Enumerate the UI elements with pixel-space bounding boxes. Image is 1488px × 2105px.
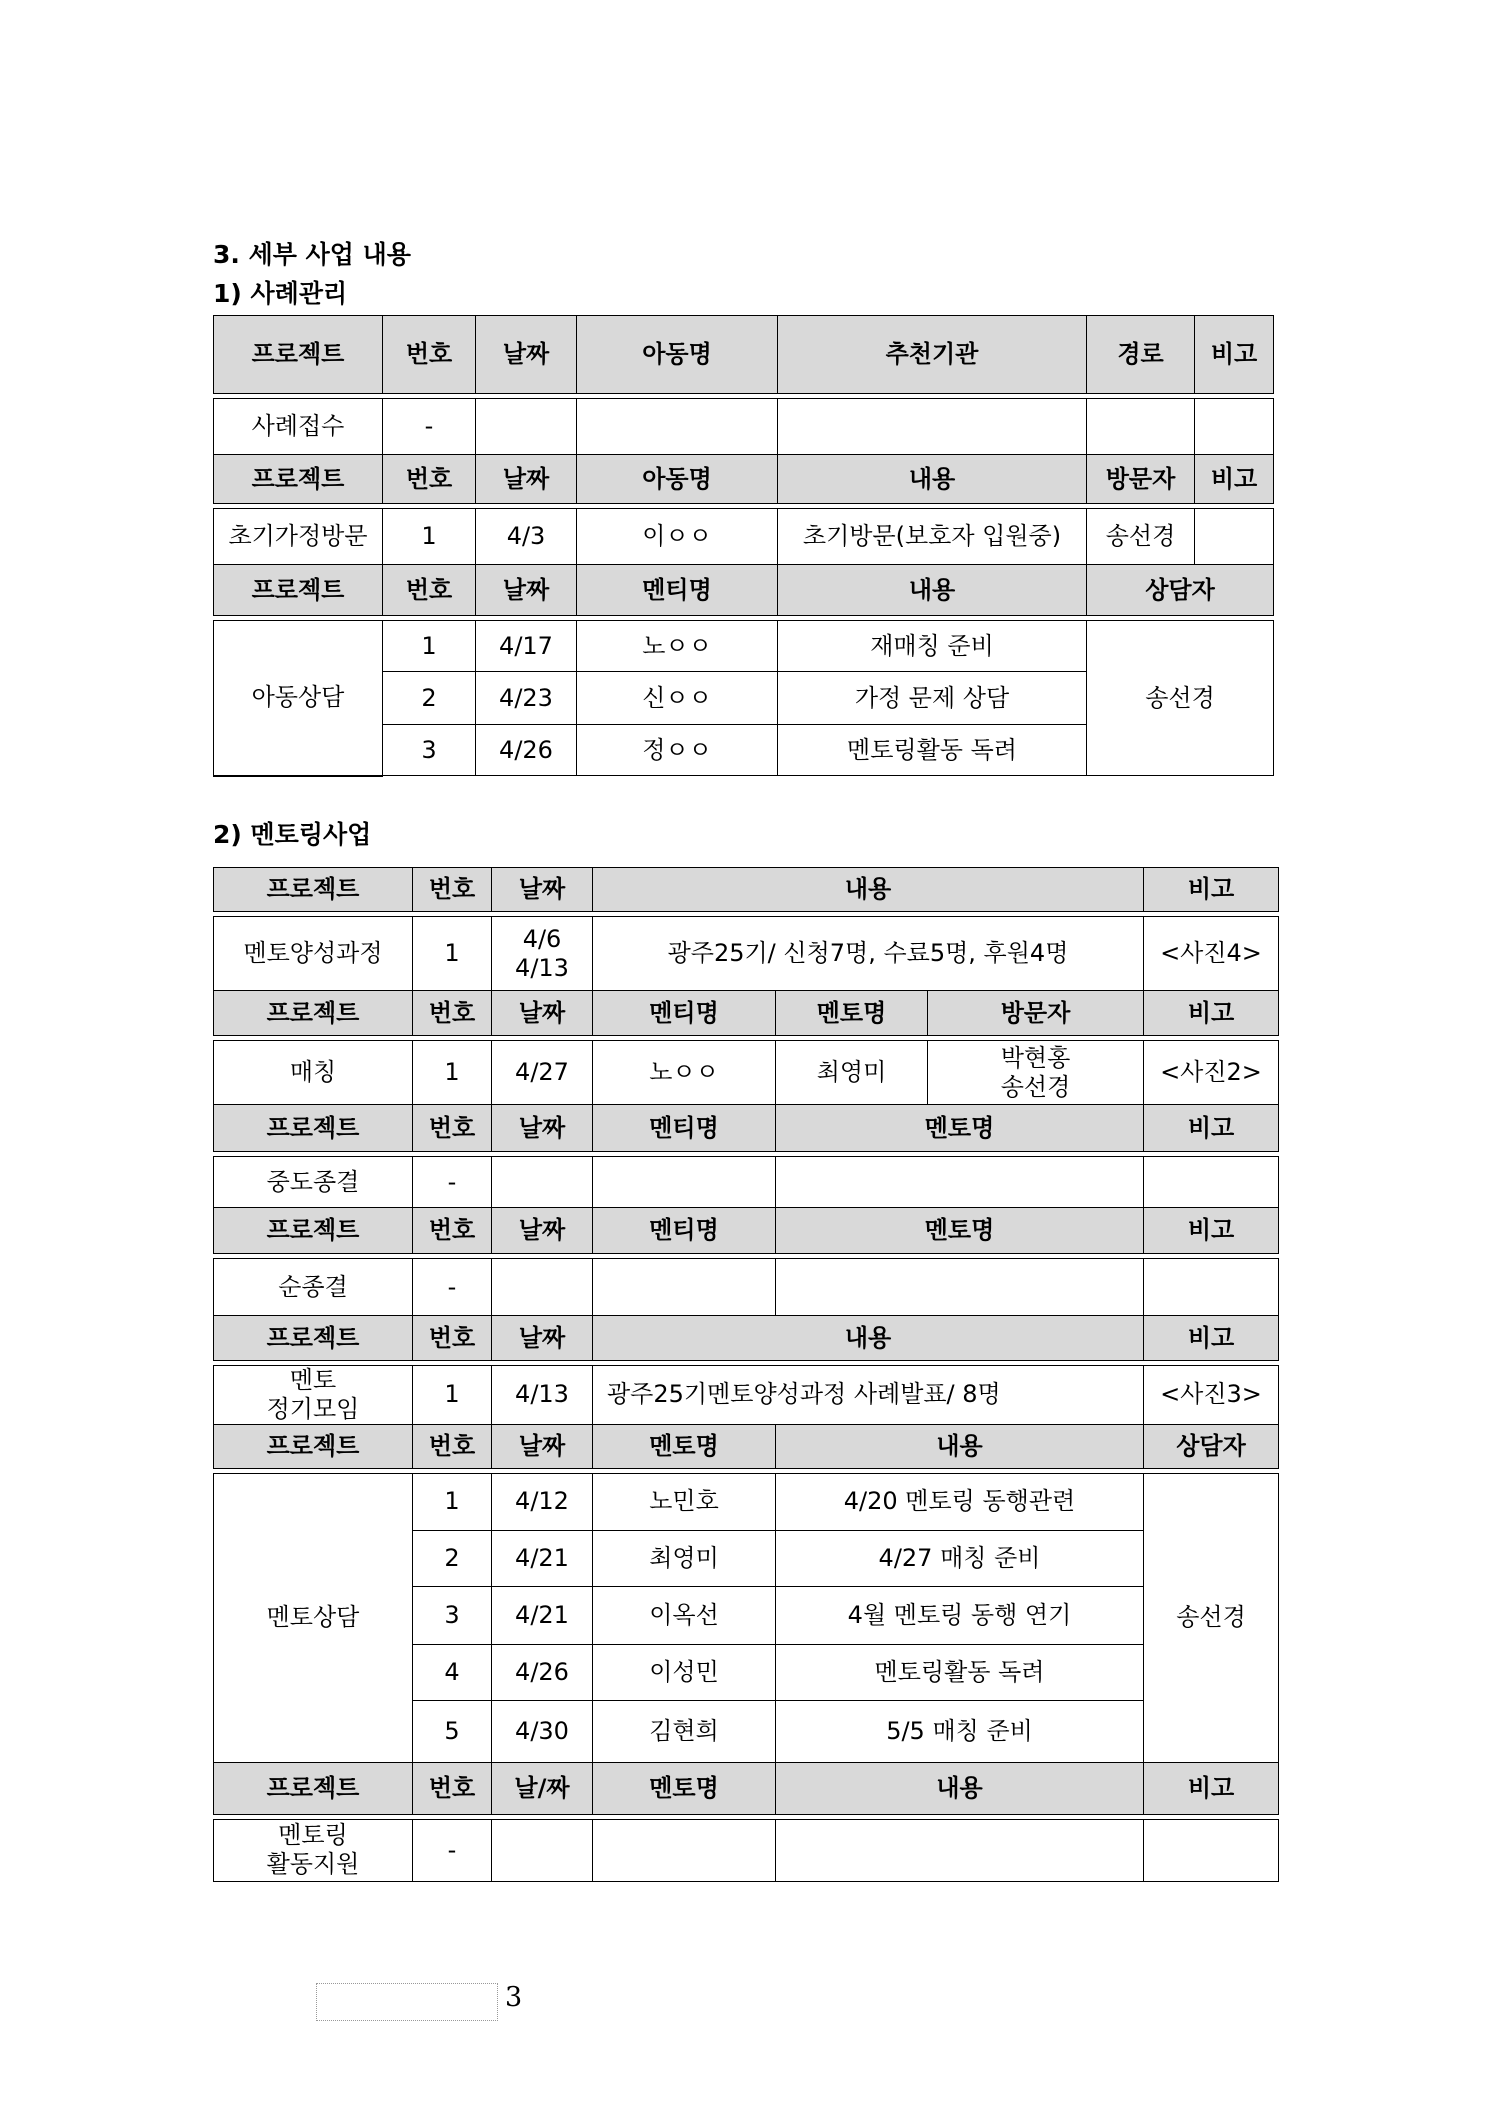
table-cell	[214, 1366, 413, 1425]
header-cell: 멘토명	[776, 1208, 1144, 1254]
table-cell: 멘토양성과정	[214, 917, 413, 991]
header-cell: 아동명	[577, 455, 778, 504]
table-cell: 이성민	[593, 1644, 776, 1700]
page-number: 3	[505, 1982, 523, 2013]
header-row	[214, 868, 1279, 912]
table-cell	[778, 399, 1087, 455]
header-cell: 날짜	[492, 1424, 593, 1468]
header-cell: 날짜	[492, 991, 593, 1036]
table-row	[214, 1041, 1279, 1105]
table-cell: 최영미	[593, 1530, 776, 1586]
table-cell: 4/27 매칭 준비	[776, 1530, 1144, 1586]
table-cell: 4월 멘토링 동행 연기	[776, 1586, 1144, 1644]
subsection-title-case-management: 1) 사례관리	[213, 279, 348, 308]
header-cell: 멘토명	[776, 991, 928, 1036]
table-cell: 노ㅇㅇ	[577, 621, 778, 672]
header-row	[214, 1316, 1279, 1361]
table-cell: 멘토링활동 독려	[776, 1644, 1144, 1700]
table-cell	[476, 399, 577, 455]
table-cell: <사진2>	[1144, 1041, 1279, 1105]
header-cell: 번호	[413, 1762, 492, 1814]
table-cell	[1144, 1157, 1279, 1208]
table-cell: 1	[413, 917, 492, 991]
table-cell: 4/12	[492, 1473, 593, 1530]
header-cell: 비고	[1144, 991, 1279, 1036]
header-row	[214, 991, 1279, 1036]
table-cell: 2	[413, 1530, 492, 1586]
table-cell	[776, 1157, 1144, 1208]
table-cell: <사진3>	[1144, 1366, 1279, 1425]
section-title: 3. 세부 사업 내용	[213, 240, 411, 269]
table-cell	[928, 1041, 1144, 1105]
table-cell: 1	[383, 509, 476, 565]
table-cell: 김현희	[593, 1700, 776, 1762]
table-cell: 1	[383, 621, 476, 672]
table-cell: 4/17	[476, 621, 577, 672]
header-cell: 비고	[1144, 1762, 1279, 1814]
table-row	[214, 917, 1279, 991]
table-cell: 신ㅇㅇ	[577, 672, 778, 725]
table-cell: 5	[413, 1700, 492, 1762]
header-cell: 프로젝트	[214, 1105, 413, 1152]
header-cell: 아동명	[577, 316, 778, 394]
header-cell: 내용	[776, 1424, 1144, 1468]
table-cell	[492, 1819, 593, 1881]
header-cell: 프로젝트	[214, 868, 413, 912]
header-cell: 내용	[778, 565, 1087, 616]
header-cell: 내용	[593, 868, 1144, 912]
table-cell	[492, 1157, 593, 1208]
table-cell: 순종결	[214, 1259, 413, 1316]
table-cell: 5/5 매칭 준비	[776, 1700, 1144, 1762]
header-cell: 상담자	[1087, 565, 1274, 616]
table-row	[214, 1259, 1279, 1316]
counselor-cell: 송선경	[1087, 621, 1274, 776]
header-cell: 프로젝트	[214, 455, 383, 504]
table-cell	[1144, 1819, 1279, 1881]
table-cell: 2	[383, 672, 476, 725]
table-cell: 멘토링활동 독려	[778, 725, 1087, 776]
header-cell: 멘티명	[593, 1105, 776, 1152]
table-row	[214, 509, 1274, 565]
table-cell: 4/20 멘토링 동행관련	[776, 1473, 1144, 1530]
header-cell: 경로	[1087, 316, 1195, 394]
header-cell: 추천기관	[778, 316, 1087, 394]
header-cell: 프로젝트	[214, 991, 413, 1036]
table-cell: 사례접수	[214, 399, 383, 455]
table-cell: -	[413, 1157, 492, 1208]
table-cell	[1195, 399, 1274, 455]
table-cell: 4/13	[492, 1366, 593, 1425]
table-cell	[1195, 509, 1274, 565]
table-cell: 정ㅇㅇ	[577, 725, 778, 776]
table-row	[214, 1473, 1279, 1530]
table-cell	[593, 1157, 776, 1208]
header-cell: 내용	[593, 1316, 1144, 1361]
visitor-line: 박현홍	[1000, 1043, 1071, 1072]
table-cell	[1087, 399, 1195, 455]
table-cell: 중도종결	[214, 1157, 413, 1208]
table-cell: 광주25기멘토양성과정 사례발표/ 8명	[593, 1366, 1144, 1425]
visitor-line: 송선경	[1000, 1072, 1071, 1101]
table-cell: 4/30	[492, 1700, 593, 1762]
header-cell: 날짜	[476, 316, 577, 394]
table-cell: 4/26	[492, 1644, 593, 1700]
table-cell: -	[413, 1819, 492, 1881]
header-cell: 프로젝트	[214, 1316, 413, 1361]
table-cell	[593, 1259, 776, 1316]
header-cell: 번호	[413, 1208, 492, 1254]
header-cell: 프로젝트	[214, 1208, 413, 1254]
header-cell: 멘토명	[593, 1424, 776, 1468]
header-row	[214, 316, 1274, 394]
project-line: 멘토	[289, 1366, 337, 1394]
header-cell: 비고	[1144, 1316, 1279, 1361]
table-cell: -	[413, 1259, 492, 1316]
case-management-table	[213, 315, 1274, 777]
table-cell: 4/21	[492, 1586, 593, 1644]
header-cell: 날짜	[492, 1208, 593, 1254]
table-cell: 노ㅇㅇ	[593, 1041, 776, 1105]
header-cell: 날짜	[476, 565, 577, 616]
header-cell: 번호	[413, 1105, 492, 1152]
header-cell: 프로젝트	[214, 565, 383, 616]
header-cell: 프로젝트	[214, 1424, 413, 1468]
counselor-cell: 송선경	[1144, 1473, 1279, 1762]
date-line: 4/6	[522, 924, 562, 953]
header-cell: 내용	[778, 455, 1087, 504]
header-cell: 번호	[383, 565, 476, 616]
table-cell	[1144, 1259, 1279, 1316]
table-cell: 1	[413, 1041, 492, 1105]
header-cell: 비고	[1144, 868, 1279, 912]
table-cell: -	[383, 399, 476, 455]
table-cell: 3	[383, 725, 476, 776]
table-cell: 4/21	[492, 1530, 593, 1586]
table-cell	[214, 1819, 413, 1881]
header-cell: 날/짜	[492, 1762, 593, 1814]
header-cell: 번호	[383, 316, 476, 394]
table-cell: 재매칭 준비	[778, 621, 1087, 672]
project-line: 멘토링	[278, 1821, 348, 1850]
table-cell	[492, 1259, 593, 1316]
table-cell: 4/26	[476, 725, 577, 776]
table-cell: 최영미	[776, 1041, 928, 1105]
mentoring-table	[213, 867, 1279, 1882]
header-row	[214, 1762, 1279, 1814]
header-cell: 날짜	[492, 1105, 593, 1152]
table-cell: 광주25기/ 신청7명, 수료5명, 후원4명	[593, 917, 1144, 991]
header-cell: 번호	[413, 868, 492, 912]
table-row	[214, 1366, 1279, 1425]
table-cell: 3	[413, 1586, 492, 1644]
table-cell: 초기방문(보호자 입원중)	[778, 509, 1087, 565]
table-row	[214, 1819, 1279, 1881]
header-row	[214, 455, 1274, 504]
table-cell: 매칭	[214, 1041, 413, 1105]
header-cell: 멘티명	[593, 991, 776, 1036]
header-cell: 비고	[1195, 316, 1274, 394]
table-cell: 1	[413, 1473, 492, 1530]
table-cell: 4	[413, 1644, 492, 1700]
header-row	[214, 565, 1274, 616]
project-cell: 아동상담	[214, 621, 383, 776]
table-cell: <사진4>	[1144, 917, 1279, 991]
date-line: 4/13	[515, 953, 569, 982]
header-cell: 번호	[413, 1316, 492, 1361]
header-cell: 프로젝트	[214, 316, 383, 394]
table-cell	[776, 1819, 1144, 1881]
project-line: 정기모임	[266, 1394, 360, 1423]
table-cell	[776, 1259, 1144, 1316]
table-cell	[577, 399, 778, 455]
table-cell: 이옥선	[593, 1586, 776, 1644]
project-cell: 멘토상담	[214, 1473, 413, 1762]
table-cell: 1	[413, 1366, 492, 1425]
header-cell: 비고	[1195, 455, 1274, 504]
project-line: 활동지원	[266, 1850, 360, 1879]
header-cell: 날짜	[492, 868, 593, 912]
subsection-title-mentoring: 2) 멘토링사업	[213, 820, 372, 849]
header-cell: 프로젝트	[214, 1762, 413, 1814]
table-cell: 이ㅇㅇ	[577, 509, 778, 565]
header-cell: 번호	[413, 991, 492, 1036]
header-cell: 멘티명	[577, 565, 778, 616]
header-row	[214, 1105, 1279, 1152]
header-cell: 비고	[1144, 1105, 1279, 1152]
table-cell: 4/27	[492, 1041, 593, 1105]
table-cell: 가정 문제 상담	[778, 672, 1087, 725]
header-cell: 비고	[1144, 1208, 1279, 1254]
header-cell: 날짜	[476, 455, 577, 504]
table-cell	[593, 1819, 776, 1881]
header-cell: 상담자	[1144, 1424, 1279, 1468]
table-cell: 4/3	[476, 509, 577, 565]
header-cell: 멘티명	[593, 1208, 776, 1254]
table-cell: 송선경	[1087, 509, 1195, 565]
table-row	[214, 621, 1274, 672]
table-cell: 노민호	[593, 1473, 776, 1530]
header-cell: 방문자	[1087, 455, 1195, 504]
table-row	[214, 1157, 1279, 1208]
header-cell: 번호	[383, 455, 476, 504]
header-row	[214, 1424, 1279, 1468]
table-row	[214, 399, 1274, 455]
header-cell: 번호	[413, 1424, 492, 1468]
table-cell	[492, 917, 593, 991]
header-row	[214, 1208, 1279, 1254]
header-cell: 멘토명	[593, 1762, 776, 1814]
footer-box	[316, 1983, 498, 2021]
header-cell: 방문자	[928, 991, 1144, 1036]
header-cell: 날짜	[492, 1316, 593, 1361]
header-cell: 내용	[776, 1762, 1144, 1814]
header-cell: 멘토명	[776, 1105, 1144, 1152]
table-cell: 4/23	[476, 672, 577, 725]
table-cell: 초기가정방문	[214, 509, 383, 565]
